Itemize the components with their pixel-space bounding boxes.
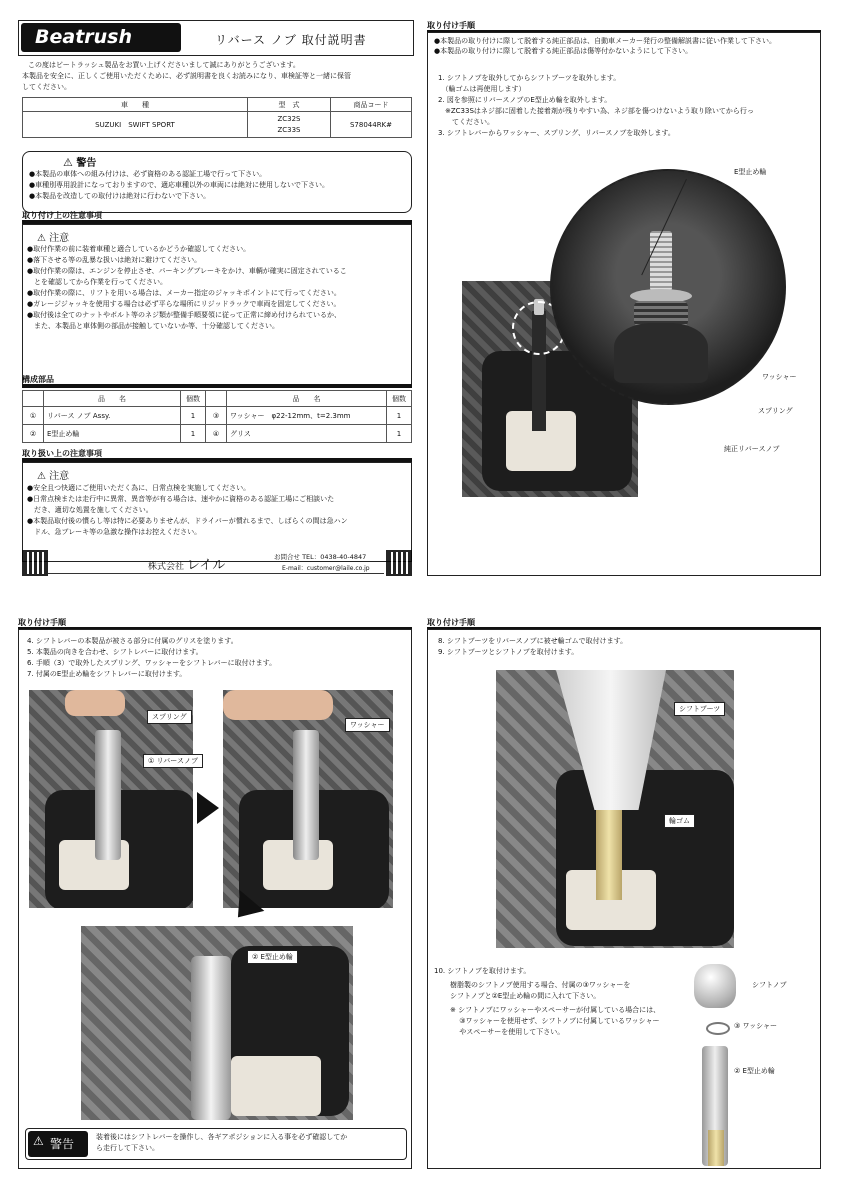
panel-install-2 (427, 629, 821, 1169)
title-bar (18, 20, 414, 56)
intro-line-1: この度はビートラッシュ製品をお買い上げくださいまして誠にありがとうございます。 (28, 61, 300, 69)
panel-removal (427, 32, 821, 576)
lever-base-illustration (708, 1130, 724, 1166)
install-caution-line: ●落下させる等の乱暴な扱いは絶対に避けてください。 (27, 256, 202, 264)
label-eclip: ② E型止め輪 (734, 1067, 775, 1075)
install-caution-line: ●取付後は全てのナットやボルト等のネジ類が整備手順要領に従って正常に締め付けられているか、 (27, 311, 341, 319)
zoom-thread (650, 231, 672, 291)
caution-triangle-icon: ⚠ (37, 233, 46, 244)
reverse-knob-silver (596, 810, 622, 900)
parts-row (23, 407, 412, 425)
label-reverse-knob: 純正リバースノブ (724, 445, 780, 453)
vehicle-table (22, 97, 412, 138)
parts-table (22, 390, 412, 443)
handling-caution-line: ●安全且つ快適にご使用いただく為に、日常点検を実施してください。 (27, 484, 251, 492)
qr-code-icon (22, 550, 48, 576)
panel3-heading: 取り付け手順 (18, 618, 66, 627)
caution-triangle-icon: ⚠ (37, 471, 46, 482)
install-photo-3 (81, 926, 353, 1120)
install-warning-line: ら走行して下さい。 (96, 1144, 159, 1152)
label-shift-boot: シフトブーツ (674, 702, 725, 716)
company-name: レイル (186, 558, 226, 573)
boot-base (231, 1056, 321, 1116)
reverse-knob-silver (95, 730, 121, 860)
panel2-step: 1. シフトノブを取外してからシフトブーツを取外します。 (438, 74, 621, 82)
washer-illustration (706, 1022, 730, 1035)
install-caution-heading: 取り付け上の注意事項 (22, 211, 102, 220)
warning-heading (63, 154, 96, 169)
parts-no: ② (23, 425, 44, 443)
arrow-right-icon (197, 792, 219, 824)
qr-code-icon (386, 550, 412, 576)
panel4-step: 8. シフトブーツをリバースノブに被せ輪ゴムで取付けます。 (438, 637, 628, 645)
install-warning (25, 1128, 407, 1160)
warning-line-1: ●本製品の車体への組み付けは、必ず資格のある認証工場で行って下さい。 (29, 170, 267, 178)
brand-text: Beatrush (35, 26, 133, 48)
step10-line: シフトノブと②E型止め輪の間に入れて下さい。 (450, 992, 601, 1000)
panel4-step: 9. シフトブーツとシフトノブを取付けます。 (438, 648, 579, 656)
reverse-knob-silver (293, 730, 319, 860)
warning-title: 警告 (76, 158, 97, 169)
footer-company (148, 554, 225, 573)
vehicle-code: S78044RK# (331, 112, 412, 138)
install-caution-line: ●取付作業の際に、リフトを用いる場合は、メーカー指定のジャッキポイントにて行ってください。 (27, 289, 341, 297)
panel3-step: 6. 手順（3）で取外したスプリング、ワッシャーをシフトレバーに取付けます。 (27, 659, 277, 667)
label-washer: ワッシャー (762, 373, 797, 381)
handling-caution-line: ●日常点検または走行中に異常、異音等が有る場合は、速やかに資格のある認証工場にご相談いた (27, 495, 335, 503)
handling-caution-box (22, 462, 412, 562)
warning-triangle-icon: ⚠ (63, 156, 73, 169)
contact-label: お問合せ TEL： (274, 553, 321, 561)
label-reverse-knob: ① リバースノブ (143, 754, 203, 768)
panel2-step: （輪ゴムは再使用します） (438, 85, 526, 93)
install-caution-line: とを確認してから作業を行ってください。 (27, 278, 167, 286)
zoom-knob (614, 323, 708, 383)
parts-qty: 1 (181, 407, 206, 425)
footer-email: E-mail：customer@laile.co.jp (282, 565, 370, 572)
parts-name: ワッシャー φ22-12mm、t=2.3mm (227, 407, 387, 425)
parts-bar (22, 384, 412, 388)
handling-caution-line: だき、適切な処置を施してください。 (27, 506, 153, 514)
label-shift-knob: シフトノブ (752, 981, 787, 989)
brand-logo (21, 23, 181, 52)
install-caution-line: また、本製品と車体側の部品が接触していないか等、十分確認してください。 (27, 322, 279, 330)
parts-name: E型止め輪 (44, 425, 181, 443)
panel2-note-2: ●本製品の取り付けに際して脱着する純正部品は傷等付かないようにして下さい。 (434, 47, 693, 55)
parts-name: グリス (227, 425, 387, 443)
warning-box (22, 151, 412, 213)
handling-caution-title-text: 注意 (49, 471, 70, 482)
warning-badge (28, 1131, 88, 1157)
company-prefix: 株式会社 (148, 562, 185, 572)
install-caution-title-text: 注意 (49, 233, 70, 244)
parts-name: リバース ノブ Assy. (44, 407, 181, 425)
warning-line-3: ●本製品を改造しての取付けは絶対に行わないで下さい。 (29, 192, 211, 200)
handling-caution-line: ドル、急ブレーキ等の急激な操作はお控えください。 (27, 528, 202, 536)
parts-qty: 1 (181, 425, 206, 443)
panel3-step: 5. 本製品の向きを合わせ、シフトレバーに取付けます。 (27, 648, 203, 656)
handling-caution-line: ●本製品取付後の慣らし等は特に必要ありませんが、ドライバーが慣れるまで、しばらくの間は急ハン (27, 517, 348, 525)
intro-line-3: してください。 (22, 83, 71, 91)
panel2-step: 2. 図を参照にリバースノブのE型止め輪を取外します。 (438, 96, 612, 104)
step10-line: やスペーサーを使用して下さい。 (450, 1028, 565, 1036)
install-warning-line: 装着後にはシフトレバーを操作し、各ギアポジションに入る事を必ず確認してか (96, 1133, 348, 1141)
parts-qty: 1 (387, 425, 412, 443)
install-caution-line: ●取付作業の際は、エンジンを停止させ、パーキングブレーキをかけ、車輌が確実に固定されているこ (27, 267, 347, 275)
label-washer: ③ ワッシャー (734, 1022, 778, 1030)
footer-contact (274, 552, 366, 562)
parts-no: ④ (206, 425, 227, 443)
parts-no: ① (23, 407, 44, 425)
parts-header-qty-1: 個数 (181, 391, 206, 407)
panel2-heading: 取り付け手順 (427, 21, 475, 30)
vehicle-types (248, 112, 331, 138)
hand-shape (65, 690, 125, 716)
install-caution-line: ●取付作業の前に装着車種と適合しているかどうか確認してください。 (27, 245, 251, 253)
panel2-step: 3. シフトレバーからワッシャー、スプリング、リバースノブを取外します。 (438, 129, 675, 137)
step10-line: 樹脂製のシフトノブ使用する場合、付属の③ワッシャーを (450, 981, 631, 989)
reverse-knob-silver (191, 956, 231, 1120)
panel3-step: 4. シフトレバーの本製品が被さる部分に付属のグリスを塗ります。 (27, 637, 238, 645)
panel3-step: 7. 付属のE型止め輪をシフトレバーに取付けます。 (27, 670, 187, 678)
doc-title: リバース ノブ 取付説明書 (215, 33, 367, 47)
install-caution-line: ●ガレージジャッキを使用する場合は必ず平らな場所にリジッドラックで車両を固定してください。 (27, 300, 341, 308)
warning-title: 警告 (50, 1137, 75, 1151)
label-eclip: ② E型止め輪 (247, 950, 298, 964)
parts-col-no (206, 391, 227, 407)
parts-row (23, 425, 412, 443)
contact-tel: 0438-40-4847 (320, 553, 367, 561)
vehicle-type-1: ZC32S (277, 114, 301, 123)
intro-line-2: 本製品を安全に、正しくご使用いただくために、必ず説明書を良くお読みになり、車検証等と一緒に保管 (22, 72, 351, 80)
label-spring: スプリング (758, 407, 793, 415)
label-washer: ワッシャー (345, 718, 390, 732)
panel2-step: ※ZC33Sはネジ部に固着した接着剤が残りやすい為、ネジ部を傷つけないよう取り除いてから行っ (438, 107, 754, 115)
step10-line: 10. シフトノブを取付けます。 (434, 967, 531, 975)
parts-heading: 構成部品 (22, 375, 54, 384)
parts-header-qty-2: 個数 (387, 391, 412, 407)
handling-caution-heading: 取り扱い上の注意事項 (22, 449, 102, 458)
handling-caution-title (37, 467, 69, 482)
warning-triangle-icon: ⚠ (33, 1134, 44, 1148)
step10-line: ※ シフトノブにワッシャーやスペーサーが付属している場合には、 (450, 1006, 661, 1014)
label-eclip: E型止め輪 (734, 168, 767, 176)
parts-header-name-1: 品 名 (44, 391, 181, 407)
panel-overview (18, 20, 414, 578)
panel4-heading: 取り付け手順 (427, 618, 475, 627)
parts-header-name-2: 品 名 (227, 391, 387, 407)
vehicle-header-code: 商品コード (331, 98, 412, 112)
shift-knob-illustration (694, 964, 736, 1008)
panel2-step: てください。 (438, 118, 494, 126)
install-caution-title (37, 229, 69, 244)
zoom-detail (550, 169, 786, 405)
label-spring: スプリング (147, 710, 192, 724)
step10-line: ③ワッシャーを使用せず、シフトノブに付属しているワッシャー (450, 1017, 660, 1025)
vehicle-header-type: 型 式 (248, 98, 331, 112)
vehicle-model: SUZUKI SWIFT SPORT (23, 112, 248, 138)
hand-shape (223, 690, 333, 720)
panel-install-1 (18, 629, 412, 1169)
vehicle-header-model: 車 種 (23, 98, 248, 112)
parts-no: ③ (206, 407, 227, 425)
panel2-note-1: ●本製品の取り付けに際して脱着する純正部品は、自動車メーカー発行の整備解説書に従い作業して下さい。 (434, 37, 776, 45)
vehicle-type-2: ZC33S (277, 125, 301, 134)
warning-line-2: ●車種別専用設計になっておりますので、適応車種以外の車両には絶対に使用しないで下さい。 (29, 181, 329, 189)
parts-col-no (23, 391, 44, 407)
label-rubber-band: 輪ゴム (664, 814, 695, 828)
parts-qty: 1 (387, 407, 412, 425)
install-caution-box (22, 224, 412, 386)
